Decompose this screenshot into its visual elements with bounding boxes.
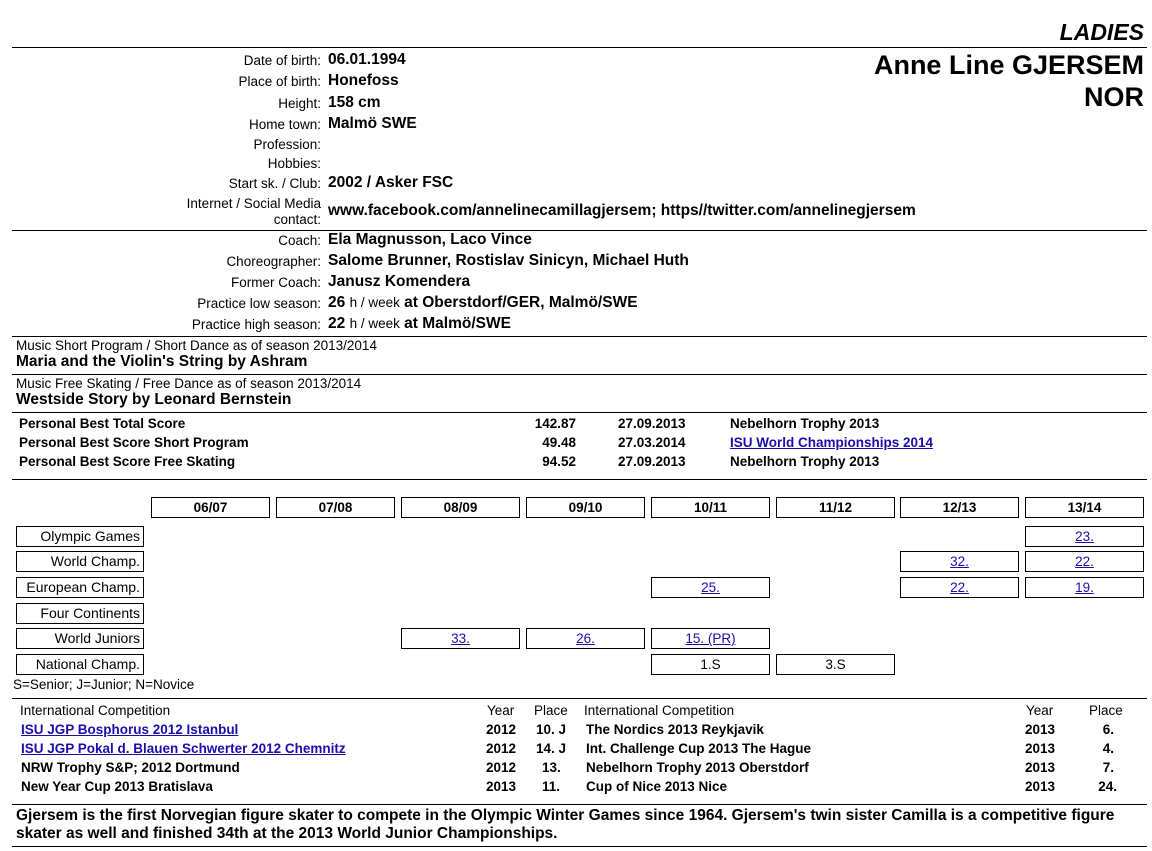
practice-low-hours: 26	[328, 294, 346, 311]
intl-year: 2013	[1025, 722, 1056, 737]
divider	[12, 846, 1147, 847]
intl-place: 10. J	[536, 722, 567, 737]
result-link[interactable]: 15. (PR)	[685, 631, 736, 646]
championship-label: European Champ.	[16, 577, 144, 598]
result-link[interactable]: 22.	[1075, 554, 1094, 569]
pob-label: Place of birth:	[238, 74, 321, 89]
practice-low-unit: h / week	[349, 295, 400, 310]
result-link[interactable]: 23.	[1075, 529, 1094, 544]
practice-high-hours: 22	[328, 315, 346, 332]
category-title: LADIES	[1059, 19, 1144, 45]
intl-competition-link[interactable]: ISU JGP Bosphorus 2012 Istanbul	[21, 722, 239, 737]
divider	[12, 804, 1147, 805]
result-link[interactable]: 32.	[950, 554, 969, 569]
divider	[12, 374, 1147, 375]
hometown-value: Malmö SWE	[328, 115, 417, 132]
intl-place: 14. J	[536, 741, 567, 756]
pb-event-link[interactable]: ISU World Championships 2014	[730, 435, 934, 450]
pb-date: 27.03.2014	[618, 435, 686, 450]
pb-score: 142.87	[534, 416, 576, 431]
pb-label: Personal Best Score Short Program	[19, 435, 249, 450]
pb-score: 49.48	[542, 435, 576, 450]
season-header: 07/08	[276, 497, 395, 518]
coach-label: Coach:	[278, 233, 321, 248]
intl-header-place: Place	[1089, 703, 1123, 718]
pb-label: Personal Best Score Free Skating	[19, 454, 236, 469]
intl-year: 2013	[1025, 741, 1056, 756]
pb-label: Personal Best Total Score	[19, 416, 186, 431]
result-link[interactable]: 25.	[701, 580, 720, 595]
dob-label: Date of birth:	[243, 53, 321, 68]
divider	[12, 230, 1147, 231]
practice-low-value	[328, 294, 638, 312]
result-cell	[1025, 551, 1144, 572]
practice-high-unit: h / week	[349, 316, 400, 331]
level-legend: S=Senior; J=Junior; N=Novice	[13, 677, 195, 692]
intl-place: 6.	[1102, 722, 1114, 737]
season-header: 06/07	[151, 497, 270, 518]
divider	[12, 479, 1147, 480]
pb-score: 94.52	[542, 454, 576, 469]
hometown-label: Home town:	[248, 117, 321, 132]
intl-competition: Nebelhorn Trophy 2013 Oberstdorf	[586, 760, 809, 775]
intl-competition: NRW Trophy S&P; 2012 Dortmund	[21, 760, 240, 775]
result-cell	[651, 628, 770, 649]
intl-year: 2013	[1025, 779, 1056, 794]
intl-header-competition: International Competition	[20, 703, 171, 718]
intl-place: 24.	[1098, 779, 1117, 794]
championship-label: World Champ.	[16, 551, 144, 572]
season-header: 12/13	[900, 497, 1019, 518]
pb-event: Nebelhorn Trophy 2013	[730, 454, 880, 469]
intl-competition-link[interactable]: ISU JGP Pokal d. Blauen Schwerter 2012 Chemnitz	[21, 741, 346, 756]
intl-header-year: Year	[487, 703, 515, 718]
intl-place: 13.	[542, 760, 561, 775]
pb-event: Nebelhorn Trophy 2013	[730, 416, 880, 431]
music-short-title: Maria and the Violin's String by Ashram	[16, 353, 308, 370]
championship-label: Olympic Games	[16, 526, 144, 547]
result-cell	[401, 628, 520, 649]
practice-high-value	[328, 315, 511, 333]
internet-label-2: contact:	[273, 212, 321, 227]
club-value: 2002 / Asker FSC	[328, 174, 454, 191]
music-free-title: Westside Story by Leonard Bernstein	[16, 391, 292, 408]
result-cell	[1025, 577, 1144, 598]
result-cell	[526, 628, 645, 649]
intl-competition: Int. Challenge Cup 2013 The Hague	[586, 741, 812, 756]
result-cell: 3.S	[776, 654, 895, 675]
internet-label-1: Internet / Social Media	[186, 196, 321, 211]
music-short-label: Music Short Program / Short Dance as of season 2013/2014	[16, 338, 377, 353]
result-cell	[1025, 526, 1144, 547]
championship-label: World Juniors	[16, 628, 144, 649]
practice-low-location: at Oberstdorf/GER, Malmö/SWE	[404, 294, 638, 311]
divider	[12, 412, 1147, 413]
practice-high-location: at Malmö/SWE	[404, 315, 511, 332]
intl-place: 4.	[1102, 741, 1114, 756]
divider	[12, 336, 1147, 337]
intl-competition: Cup of Nice 2013 Nice	[586, 779, 728, 794]
pob-value: Honefoss	[328, 72, 399, 89]
intl-year: 2013	[1025, 760, 1056, 775]
skater-nation: NOR	[1084, 82, 1144, 112]
result-link[interactable]: 26.	[576, 631, 595, 646]
intl-competition: The Nordics 2013 Reykjavik	[586, 722, 764, 737]
intl-place: 11.	[542, 779, 561, 794]
choreographer-value: Salome Brunner, Rostislav Sinicyn, Michael Huth	[328, 252, 689, 269]
height-value: 158 cm	[328, 94, 381, 111]
result-cell	[651, 577, 770, 598]
result-link[interactable]: 22.	[950, 580, 969, 595]
intl-header-year: Year	[1026, 703, 1054, 718]
intl-year: 2012	[486, 722, 517, 737]
intl-header-competition: International Competition	[584, 703, 735, 718]
internet-value: www.facebook.com/annelinecamillagjersem; https//twitter.com/annelinegjersem	[328, 202, 916, 219]
coach-value: Ela Magnusson, Laco Vince	[328, 231, 532, 248]
intl-year: 2012	[486, 760, 517, 775]
intl-header-place: Place	[534, 703, 568, 718]
practice-high-label: Practice high season:	[191, 317, 321, 332]
former-coach-label: Former Coach:	[230, 275, 321, 290]
pb-date: 27.09.2013	[618, 416, 686, 431]
season-header: 11/12	[776, 497, 895, 518]
result-cell: 1.S	[651, 654, 770, 675]
practice-low-label: Practice low season:	[197, 296, 321, 311]
intl-place: 7.	[1102, 760, 1114, 775]
height-label: Height:	[278, 96, 321, 111]
intl-competition: New Year Cup 2013 Bratislava	[21, 779, 213, 794]
season-header: 10/11	[651, 497, 770, 518]
former-coach-value: Janusz Komendera	[328, 273, 471, 290]
season-header: 09/10	[526, 497, 645, 518]
hobbies-label: Hobbies:	[267, 156, 321, 171]
season-header: 08/09	[401, 497, 520, 518]
divider	[12, 698, 1147, 699]
result-cell	[900, 577, 1019, 598]
pb-date: 27.09.2013	[618, 454, 686, 469]
championship-label: Four Continents	[16, 603, 144, 624]
result-cell	[900, 551, 1019, 572]
profession-label: Profession:	[253, 137, 321, 152]
season-header: 13/14	[1025, 497, 1144, 518]
result-link[interactable]: 33.	[451, 631, 470, 646]
championship-label: National Champ.	[16, 654, 144, 675]
notes-paragraph: Gjersem is the first Norvegian figure skater to compete in the Olympic Winter Games since 1964. Gjersem's twin sister Camilla is a competitive figure skater as well and finished 34th at the 2013 World Junior Championships.	[16, 807, 1115, 842]
intl-year: 2013	[486, 779, 517, 794]
intl-year: 2012	[486, 741, 517, 756]
dob-value: 06.01.1994	[328, 51, 406, 68]
result-link[interactable]: 19.	[1075, 580, 1094, 595]
choreographer-label: Choreographer:	[226, 254, 321, 269]
skater-name: Anne Line GJERSEM	[873, 50, 1144, 80]
club-label: Start sk. / Club:	[228, 176, 321, 191]
music-free-label: Music Free Skating / Free Dance as of season 2013/2014	[16, 376, 362, 391]
divider	[12, 47, 1147, 48]
